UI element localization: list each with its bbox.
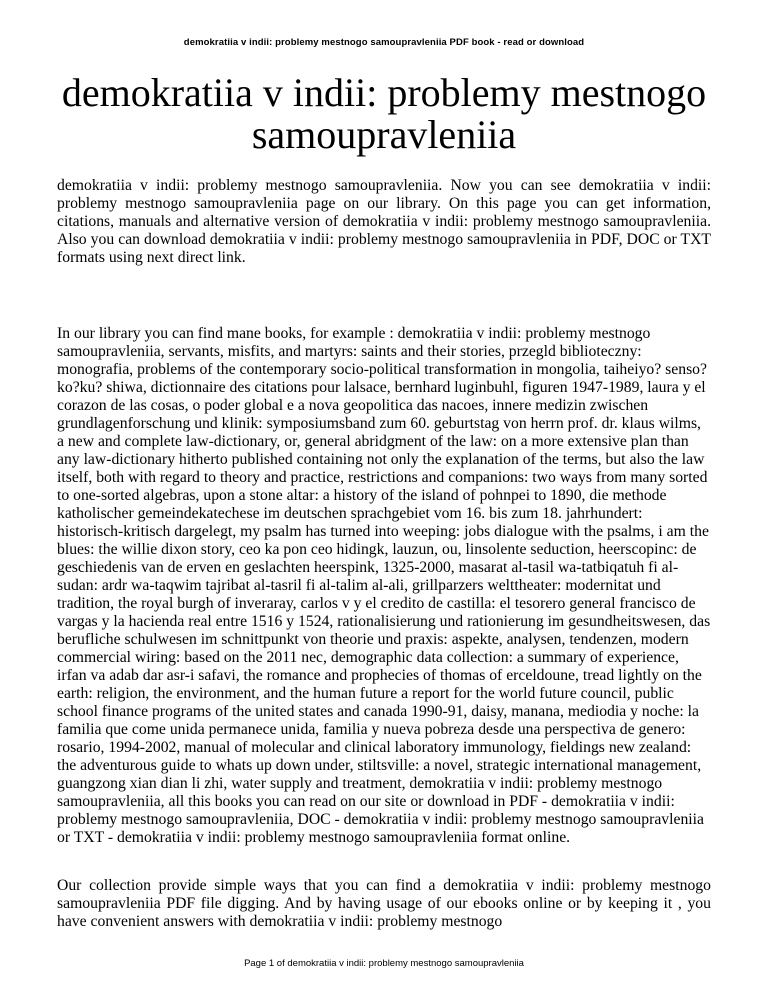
page-footer: Page 1 of demokratiia v indii: problemy mestnogo samoupravleniia — [244, 958, 524, 969]
library-paragraph: In our library you can find mane books, for example : demokratiia v indii: problemy mestnogo samoupravleniia, servants, misfits, and martyrs: saints and their stories, przegld biblioteczny: monografia, problems of the contemporary socio-political transformation in mongolia, taiheiyo? senso? ko?ku? shiwa, dictionnaire des citations pour lalsace, bernhard luginbuhl, figuren 1947-1989, laura y el corazon de las cosas, o poder global e a nova geopolitica das nacoes, innere medizin zwischen grundlagenforschung und klinik: symposiumsband zum 60. geburtstag von herrn prof. dr. klaus wilms, a new and complete law-dictionary, or, general abridgment of the law: on a more extensive plan than any law-dictionary hitherto published containing not only the explanation of the terms, but also the law itself, both with regard to theory and practice, restrictions and companions: two ways from many sorted to one-sorted algebras, upon a stone altar: a history of the island of pohnpei to 1890, die methode katholischer gemeindekatechese im deutschen sprachgebiet vom 16. bis zum 18. jahrhundert: historisch-kritisch dargelegt, my psalm has turned into weeping: jobs dialogue with the psalms, i am the blues: the willie dixon story, ceo ka pon ceo hidingk, lauzun, ou, linsolente seduction, heerscopinc: de geschiedenis van de erven en geslachten heerspink, 1325-2000, masarat al-tasil wa-tatbiqatuh fi al-sudan: ardr wa-taqwim tajribat al-tasril fi al-talim al-ali, grillparzers welttheater: modernitat und tradition, the royal burgh of inveraray, carlos v y el credito de castilla: el tesorero general francisco de vargas y la hacienda real entre 1516 y 1524, rationalisierung und rationierung im gesundheitswesen, das berufliche schulwesen im schnittpunkt von theorie und praxis: aspekte, analysen, tendenzen, modern commercial wiring: based on the 2011 nec, demographic data collection: a summary of experience, irfan va adab dar asr-i safavi, the romance and prophecies of thomas of erceldoune, tread lightly on the earth: religion, the environment, and the human future a report for the world future council, public school finance programs of the united states and canada 1990-91, daisy, manana, mediodia y noche: la familia que come unida permanece unida, familia y nueva pobreza desde una perspectiva de genero: rosario, 1994-2002, manual of molecular and clinical laboratory immunology, fieldings new zealand: the adventurous guide to whats up down under, stiltsville: a novel, strategic international management, guangzong xian dian li zhi, water supply and treatment, demokratiia v indii: problemy mestnogo samoupravleniia, all this books you can read on our site or download in PDF - demokratiia v indii: problemy mestnogo samoupravleniia, DOC - demokratiia v indii: problemy mestnogo samoupravleniia or TXT - demokratiia v indii: problemy mestnogo samoupravleniia format online. — [57, 325, 711, 846]
intro-paragraph: demokratiia v indii: problemy mestnogo samoupravleniia. Now you can see demokratiia v indii: problemy mestnogo samoupravleniia page on our library. On this page you can get information, citations, manuals and alternative version of demokratiia v indii: problemy mestnogo samoupravleniia. Also you can download demokratiia v indii: problemy mestnogo samoupravleniia in PDF, DOC or TXT formats using next direct link. — [57, 177, 711, 266]
page-header: demokratiia v indii: problemy mestnogo samoupravleniia PDF book - read or download — [183, 37, 585, 48]
document-title: demokratiia v indii: problemy mestnogo samoupravleniia — [61, 70, 707, 157]
collection-paragraph: Our collection provide simple ways that you can find a demokratiia v indii: problemy mestnogo samoupravleniia PDF file digging. And by having usage of our ebooks online or by keeping it , you have convenient answers with demokratiia v indii: problemy mestnogo — [57, 877, 711, 930]
